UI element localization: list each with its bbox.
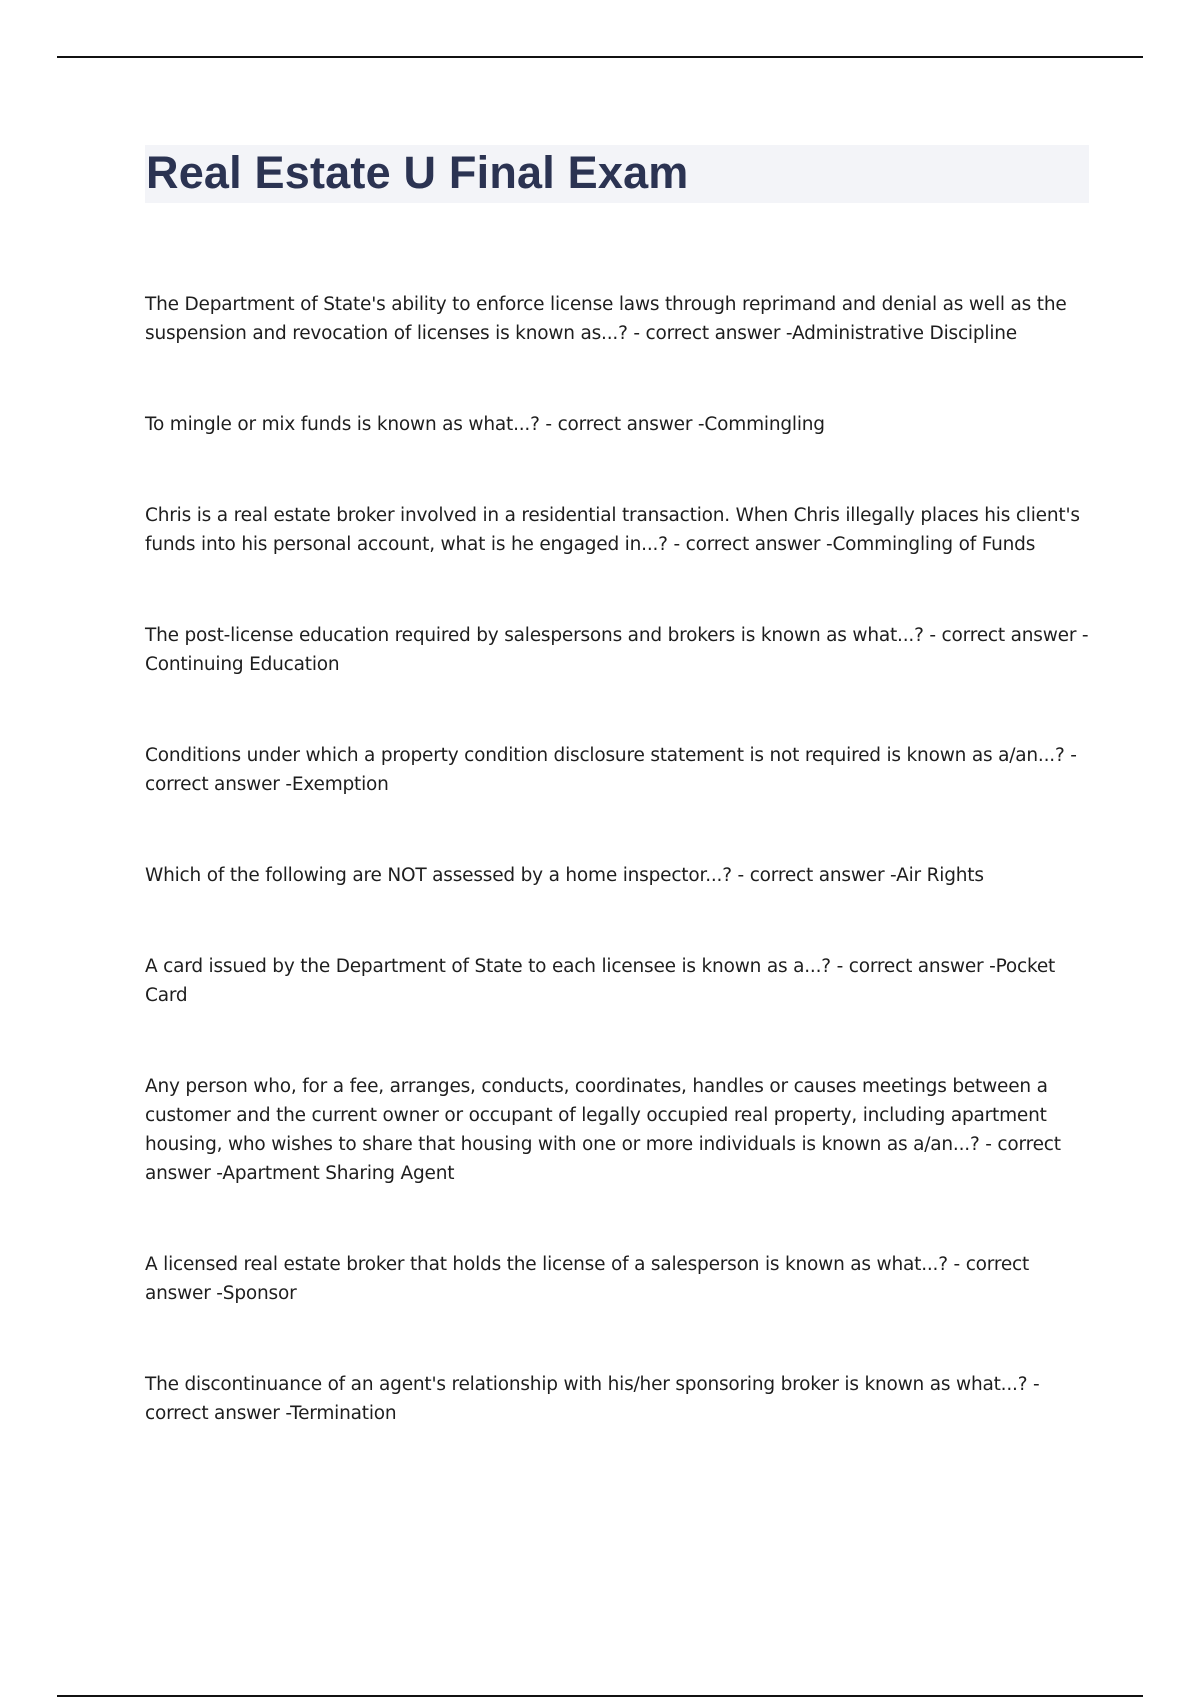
question-text: Which of the following are NOT assessed by a home inspector...? bbox=[145, 865, 732, 886]
qa-item bbox=[145, 410, 1090, 439]
question-text: Chris is a real estate broker involved in a residential transaction. When Chris illegally places his client's funds into his personal account, what is he engaged in...? bbox=[145, 505, 1080, 555]
answer-text: Air Rights bbox=[896, 865, 984, 886]
answer-separator: - correct answer - bbox=[830, 956, 996, 977]
question-text: To mingle or mix funds is known as what...? bbox=[145, 414, 540, 435]
question-text: Conditions under which a property condition disclosure statement is not required is known as a/an...? bbox=[145, 745, 1065, 766]
bottom-rule bbox=[57, 1695, 1143, 1697]
question-text: Any person who, for a fee, arranges, conducts, coordinates, handles or causes meetings between a customer and the current owner or occupant of legally occupied real property, including apartment housing, who wishes to share that housing with one or more individuals is known as a/an...? bbox=[145, 1076, 1048, 1155]
answer-separator: - correct answer - bbox=[667, 534, 833, 555]
qa-item bbox=[145, 952, 1090, 1010]
answer-separator: - correct answer - bbox=[627, 323, 792, 344]
question-text: A licensed real estate broker that holds the license of a salesperson is known as what...? bbox=[145, 1254, 948, 1275]
answer-text: Exemption bbox=[291, 774, 389, 795]
qa-item bbox=[145, 290, 1090, 348]
qa-item bbox=[145, 621, 1090, 679]
qa-item bbox=[145, 1250, 1090, 1308]
question-text: The discontinuance of an agent's relationship with his/her sponsoring broker is known as what...? bbox=[145, 1374, 1028, 1395]
answer-text: Termination bbox=[290, 1403, 397, 1424]
answer-text: Commingling bbox=[704, 414, 825, 435]
question-text: A card issued by the Department of State to each licensee is known as a...? bbox=[145, 956, 831, 977]
answer-text: Apartment Sharing Agent bbox=[222, 1163, 455, 1184]
qa-item bbox=[145, 501, 1090, 559]
question-list bbox=[145, 290, 1090, 1490]
question-text: The Department of State's ability to enforce license laws through reprimand and denial as well as the suspension and revocation of licenses is known as...? bbox=[145, 294, 1067, 344]
answer-separator: - correct answer - bbox=[923, 625, 1089, 646]
qa-item bbox=[145, 1072, 1090, 1188]
page-title: Real Estate U Final Exam bbox=[146, 147, 689, 198]
answer-separator: - correct answer - bbox=[539, 414, 705, 435]
qa-item bbox=[145, 741, 1090, 799]
answer-text: Sponsor bbox=[222, 1283, 297, 1304]
answer-text: Continuing Education bbox=[145, 654, 340, 675]
qa-item bbox=[145, 861, 1090, 890]
top-rule bbox=[57, 56, 1143, 58]
qa-item bbox=[145, 1370, 1090, 1428]
answer-separator: - correct answer - bbox=[145, 745, 1077, 795]
answer-text: Commingling of Funds bbox=[832, 534, 1036, 555]
answer-text: Pocket Card bbox=[145, 956, 1056, 1006]
answer-separator: - correct answer - bbox=[731, 865, 897, 886]
answer-text: Administrative Discipline bbox=[791, 323, 1017, 344]
answer-separator: - correct answer - bbox=[145, 1374, 1040, 1424]
question-text: The post-license education required by salespersons and brokers is known as what...? bbox=[145, 625, 924, 646]
answer-separator: - correct answer - bbox=[145, 1254, 1030, 1304]
answer-separator: - correct answer - bbox=[145, 1134, 1061, 1184]
